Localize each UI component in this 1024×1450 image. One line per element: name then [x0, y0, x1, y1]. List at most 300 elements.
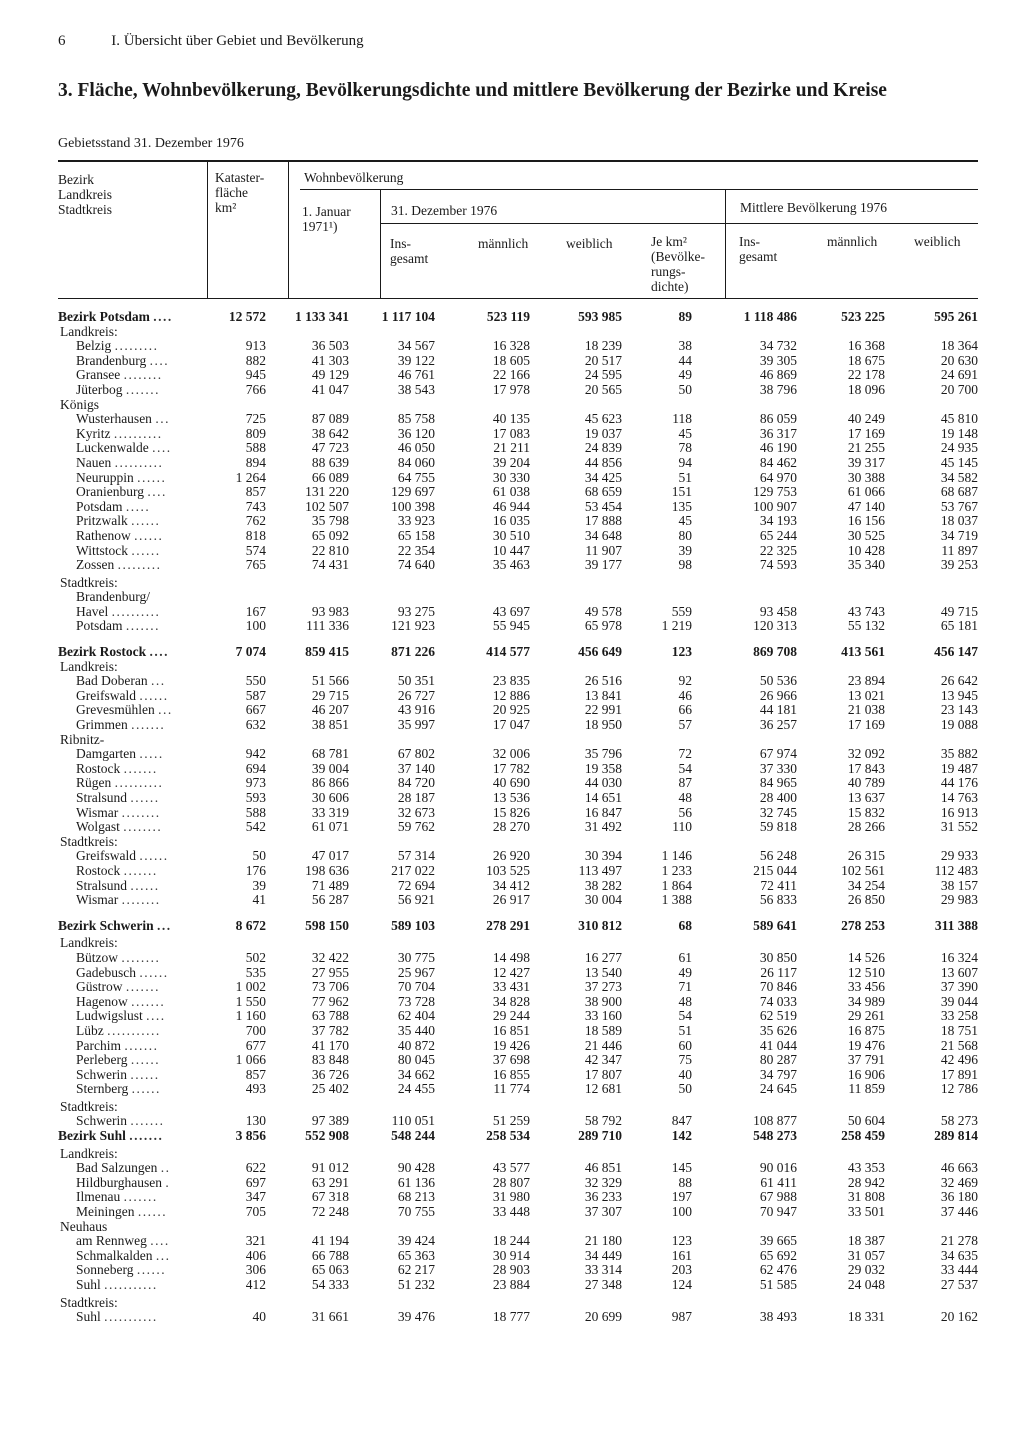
cell-col-1: 1 264 [235, 469, 266, 485]
cell-col-7: 46 190 [759, 440, 797, 456]
header-area-col [215, 170, 264, 215]
leader-dots: ........ [121, 804, 161, 820]
row-label [76, 383, 206, 398]
cell-col-3: 62 404 [397, 1008, 435, 1024]
cell-col-5: 65 978 [584, 618, 622, 634]
row-label [76, 339, 206, 354]
cell-col-9: 34 635 [940, 1247, 978, 1263]
cell-col-8: 523 225 [841, 309, 885, 324]
leader-dots: ...... [139, 687, 169, 703]
cell-col-8: 17 169 [847, 717, 885, 733]
cell-col-9: 38 157 [940, 877, 978, 893]
cell-col-7: 64 970 [759, 469, 797, 485]
cell-col-4: 103 525 [486, 862, 530, 878]
cell-col-8: 32 092 [847, 746, 885, 762]
row-name: Stralsund [76, 790, 128, 805]
cell-col-6: 197 [671, 1189, 692, 1205]
header-gesamt: gesamt [390, 251, 429, 266]
table-row [58, 747, 978, 762]
cell-col-8: 18 331 [847, 1309, 885, 1325]
table-row [58, 689, 978, 704]
running-head [58, 33, 364, 50]
cell-col-3: 90 428 [397, 1160, 435, 1176]
cell-col-7: 32 745 [759, 804, 797, 820]
cell-col-5: 456 649 [578, 644, 622, 660]
cell-col-9: 13 607 [940, 964, 978, 980]
cell-col-5: 20 699 [584, 1309, 622, 1325]
header-ins: Ins- [390, 236, 411, 251]
cell-col-6: 92 [678, 673, 692, 689]
cell-col-5: 19 358 [584, 760, 622, 776]
cell-col-1: 588 [245, 804, 266, 820]
header-stadtkreis: Stadtkreis [58, 202, 112, 217]
cell-col-4: 12 886 [492, 687, 530, 703]
row-name: Landkreis: [60, 935, 118, 951]
table-row [58, 1176, 978, 1191]
header-density [651, 234, 705, 294]
table-row [58, 456, 978, 471]
leader-dots: ...... [130, 877, 160, 893]
cell-col-2: 71 489 [311, 877, 349, 893]
cell-col-5: 38 282 [584, 877, 622, 893]
row-label [76, 1263, 206, 1278]
section-label-row [58, 576, 978, 591]
cell-col-9: 46 663 [940, 1160, 978, 1176]
table-row [58, 605, 978, 620]
cell-col-4: 34 828 [492, 993, 530, 1009]
cell-col-2: 552 908 [305, 1128, 349, 1144]
row-name: Belzig [76, 338, 112, 354]
leader-dots: ...... [130, 1066, 160, 1082]
row-name: Bezirk Rostock [58, 644, 147, 660]
row-label [60, 576, 208, 591]
cell-col-6: 89 [678, 309, 692, 324]
cell-col-9: 311 388 [934, 917, 978, 933]
row-label [60, 733, 208, 748]
row-label [58, 919, 206, 934]
cell-col-2: 41 303 [311, 352, 349, 368]
cell-col-5: 46 851 [584, 1160, 622, 1176]
cell-col-9: 20 162 [940, 1309, 978, 1325]
cell-col-6: 1 219 [661, 618, 692, 634]
table-row [58, 471, 978, 486]
cell-col-3: 39 476 [397, 1309, 435, 1325]
cell-col-2: 83 848 [311, 1052, 349, 1068]
cell-col-2: 49 129 [311, 367, 349, 383]
cell-col-6: 66 [678, 702, 692, 718]
cell-col-6: 72 [678, 746, 692, 762]
cell-col-5: 35 796 [584, 746, 622, 762]
cell-col-5: 33 160 [584, 1008, 622, 1024]
cell-col-5: 310 812 [578, 917, 622, 933]
section-label-row [58, 835, 978, 850]
cell-col-6: 54 [678, 760, 692, 776]
cell-col-2: 598 150 [305, 917, 349, 933]
cell-col-4: 16 855 [492, 1066, 530, 1082]
cell-col-6: 45 [678, 513, 692, 529]
table-row [58, 412, 978, 427]
cell-col-6: 68 [678, 917, 692, 933]
cell-col-8: 34 254 [847, 877, 885, 893]
cell-col-1: 725 [245, 411, 266, 427]
row-name: Meiningen [76, 1204, 135, 1220]
cell-col-9: 18 751 [940, 1022, 978, 1038]
cell-col-1: 762 [245, 513, 266, 529]
cell-col-5: 20 565 [584, 381, 622, 397]
cell-col-8: 30 388 [847, 469, 885, 485]
cell-col-3: 30 775 [397, 949, 435, 965]
row-label [76, 1234, 206, 1249]
cell-col-2: 39 004 [311, 760, 349, 776]
row-label [76, 456, 206, 471]
cell-col-2: 68 781 [311, 746, 349, 762]
cell-col-5: 18 589 [584, 1022, 622, 1038]
row-name: Grevesmühlen [76, 702, 155, 718]
cell-col-4: 17 047 [492, 717, 530, 733]
cell-col-3: 589 103 [391, 917, 435, 933]
header-maennlich-2: männlich [827, 234, 878, 249]
cell-col-9: 456 147 [934, 644, 978, 660]
cell-col-5: 44 856 [584, 454, 622, 470]
table-row [58, 1205, 978, 1220]
cell-col-9: 16 324 [940, 949, 978, 965]
table-row [58, 762, 978, 777]
cell-col-1: 697 [245, 1174, 266, 1190]
cell-col-9: 27 537 [940, 1277, 978, 1292]
cell-col-5: 24 839 [584, 440, 622, 456]
row-name: Schmalkalden [76, 1247, 153, 1263]
cell-col-9: 39 044 [940, 993, 978, 1009]
cell-col-1: 882 [245, 352, 266, 368]
table-row [58, 980, 978, 995]
cell-col-3: 548 244 [391, 1128, 435, 1144]
cell-col-6: 51 [678, 469, 692, 485]
cell-col-7: 34 732 [759, 338, 797, 354]
cell-col-3: 57 314 [397, 848, 435, 864]
cell-col-3: 217 022 [391, 862, 435, 878]
table-row [58, 674, 978, 689]
cell-col-5: 113 497 [578, 862, 622, 878]
row-label [76, 1068, 206, 1083]
row-label [76, 849, 206, 864]
row-label [76, 471, 206, 486]
leader-dots: .......... [114, 454, 164, 470]
cell-col-6: 1 864 [661, 877, 692, 893]
cell-col-1: 622 [245, 1160, 266, 1176]
row-name: Jüterbog [76, 381, 123, 397]
cell-col-3: 59 762 [397, 819, 435, 835]
cell-col-3: 39 424 [397, 1233, 435, 1249]
row-label [76, 995, 206, 1010]
row-label [76, 354, 206, 369]
cell-col-7: 70 947 [759, 1204, 797, 1220]
table-row [58, 368, 978, 383]
cell-col-9: 24 935 [940, 440, 978, 456]
cell-col-9: 19 487 [940, 760, 978, 776]
row-name: Bezirk Potsdam [58, 309, 150, 324]
header-density-4: dichte) [651, 279, 689, 294]
row-label [76, 590, 206, 605]
cell-col-1: 406 [245, 1247, 266, 1263]
cell-col-6: 1 146 [661, 848, 692, 864]
row-name: Wittstock [76, 542, 128, 558]
leader-dots: ........... [107, 1022, 161, 1038]
cell-col-5: 37 273 [584, 979, 622, 995]
row-label [60, 1100, 208, 1115]
cell-col-4: 17 782 [492, 760, 530, 776]
cell-col-5: 13 841 [584, 687, 622, 703]
section-label-row [58, 936, 978, 951]
row-name: Sternberg [76, 1081, 129, 1097]
cell-col-1: 321 [245, 1233, 266, 1249]
cell-col-6: 45 [678, 425, 692, 441]
row-name: Neuhaus [60, 1218, 108, 1234]
cell-col-4: 11 774 [493, 1081, 530, 1097]
cell-col-5: 14 651 [584, 790, 622, 805]
cell-col-9: 17 891 [940, 1066, 978, 1082]
row-label [76, 1205, 206, 1220]
cell-col-4: 12 427 [492, 964, 530, 980]
leader-dots: .... [146, 1008, 166, 1024]
cell-col-6: 78 [678, 440, 692, 456]
header-jan1971 [302, 204, 351, 234]
cell-col-1: 3 856 [235, 1128, 266, 1144]
row-label [60, 1147, 208, 1162]
cell-col-8: 31 808 [847, 1189, 885, 1205]
row-name: Rostock [76, 862, 121, 878]
row-name: am Rennweg [76, 1233, 147, 1249]
leader-dots: .... [152, 440, 172, 456]
row-label [76, 1176, 206, 1191]
header-landkreis: Landkreis [58, 187, 112, 202]
cell-col-8: 21 038 [847, 702, 885, 718]
cell-col-8: 29 261 [847, 1008, 885, 1024]
leader-dots: ....... [131, 717, 166, 733]
row-name: Grimmen [76, 717, 128, 733]
cell-col-9: 21 278 [940, 1233, 978, 1249]
leader-dots: ..... [125, 498, 151, 514]
cell-col-7: 100 907 [753, 498, 797, 514]
cell-col-7: 36 317 [759, 425, 797, 441]
cell-col-9: 12 786 [940, 1081, 978, 1097]
section-label-row [58, 325, 978, 340]
cell-col-9: 14 763 [940, 790, 978, 805]
cell-col-1: 493 [245, 1081, 266, 1097]
cell-col-2: 47 017 [311, 848, 349, 864]
col-divider-2 [288, 162, 289, 298]
table-row [58, 1068, 978, 1083]
cell-col-6: 987 [671, 1309, 692, 1325]
cell-col-1: 705 [245, 1204, 266, 1220]
cell-col-5: 42 347 [584, 1052, 622, 1068]
cell-col-3: 85 758 [397, 411, 435, 427]
cell-col-7: 67 974 [759, 746, 797, 762]
cell-col-5: 49 578 [584, 603, 622, 619]
table-body [58, 310, 978, 1325]
row-label [76, 558, 206, 573]
cell-col-8: 40 789 [847, 775, 885, 791]
cell-col-8: 18 387 [847, 1233, 885, 1249]
cell-col-1: 913 [245, 338, 266, 354]
cell-col-4: 30 330 [492, 469, 530, 485]
cell-col-8: 50 604 [847, 1113, 885, 1129]
cell-col-6: 110 [672, 819, 692, 835]
leader-dots: ....... [125, 979, 160, 995]
cell-col-2: 41 194 [311, 1233, 349, 1249]
cell-col-5: 27 348 [584, 1277, 622, 1292]
table-row [58, 383, 978, 398]
header-area-3: km² [215, 200, 237, 215]
row-label [76, 1278, 206, 1293]
row-label [76, 951, 206, 966]
cell-col-8: 55 132 [847, 618, 885, 634]
leader-dots: ...... [137, 1204, 168, 1220]
cell-col-5: 33 314 [584, 1262, 622, 1278]
cell-col-4: 19 426 [492, 1037, 530, 1053]
cell-col-1: 8 672 [235, 917, 266, 933]
section-label-row [58, 590, 978, 605]
cell-col-7: 37 330 [759, 760, 797, 776]
cell-col-2: 37 782 [311, 1022, 349, 1038]
cell-col-1: 1 160 [235, 1008, 266, 1024]
row-label [76, 718, 206, 733]
row-label [76, 1039, 206, 1054]
row-name: Stadtkreis: [60, 1098, 118, 1114]
cell-col-1: 1 066 [235, 1052, 266, 1068]
cell-col-9: 21 568 [940, 1037, 978, 1053]
cell-col-3: 51 232 [397, 1277, 435, 1292]
cell-col-3: 37 140 [397, 760, 435, 776]
cell-col-2: 102 507 [305, 498, 349, 514]
header-weiblich-2: weiblich [914, 234, 961, 249]
cell-col-5: 13 540 [584, 964, 622, 980]
row-label [76, 762, 206, 777]
row-name: Ribnitz- [60, 731, 105, 747]
table-row [58, 1263, 978, 1278]
row-name: Schwerin [76, 1066, 127, 1082]
row-label [76, 806, 206, 821]
cell-col-4: 40 135 [492, 411, 530, 427]
cell-col-3: 33 923 [397, 513, 435, 529]
cell-col-2: 93 983 [311, 603, 349, 619]
cell-col-8: 10 428 [847, 542, 885, 558]
cell-col-1: 306 [245, 1262, 266, 1278]
leader-dots: ...... [131, 542, 161, 558]
row-label [76, 485, 206, 500]
bezirk-row [58, 1129, 978, 1144]
cell-col-8: 61 066 [847, 484, 885, 500]
cell-col-6: 145 [671, 1160, 692, 1176]
table-subtitle: Gebietsstand 31. Dezember 1976 [58, 136, 244, 151]
cell-col-7: 36 257 [759, 717, 797, 733]
row-name: Stadtkreis: [60, 1294, 118, 1310]
cell-col-6: 60 [678, 1037, 692, 1053]
cell-col-6: 50 [678, 381, 692, 397]
leader-dots: ....... [131, 993, 166, 1009]
cell-col-9: 44 176 [940, 775, 978, 791]
cell-col-8: 13 637 [847, 790, 885, 805]
cell-col-5: 12 681 [584, 1081, 622, 1097]
cell-col-3: 50 351 [397, 673, 435, 689]
header-bezirk: Bezirk [58, 172, 94, 187]
row-name: Wismar [76, 892, 119, 908]
cell-col-3: 84 060 [397, 454, 435, 470]
cell-col-4: 22 166 [492, 367, 530, 383]
cell-col-4: 61 038 [492, 484, 530, 500]
leader-dots: .... [149, 644, 169, 660]
cell-col-3: 65 158 [397, 527, 435, 543]
leader-dots: .. [160, 1160, 171, 1176]
cell-col-5: 17 807 [584, 1066, 622, 1082]
cell-col-5: 34 425 [584, 469, 622, 485]
cell-col-7: 65 692 [759, 1247, 797, 1263]
cell-col-2: 35 798 [311, 513, 349, 529]
leader-dots: .......... [111, 603, 161, 619]
cell-col-3: 1 117 104 [381, 309, 435, 324]
cell-col-3: 871 226 [391, 644, 435, 660]
cell-col-5: 53 454 [584, 498, 622, 514]
row-name: Greifswald [76, 687, 136, 703]
cell-col-2: 1 133 341 [295, 309, 349, 324]
row-label [76, 1024, 206, 1039]
cell-col-1: 743 [245, 498, 266, 514]
cell-col-7: 30 850 [759, 949, 797, 965]
header-density-3: rungs- [651, 264, 686, 279]
cell-col-6: 98 [678, 557, 692, 573]
cell-col-1: 667 [245, 702, 266, 718]
cell-col-2: 65 092 [311, 527, 349, 543]
cell-col-4: 23 884 [492, 1277, 530, 1292]
cell-col-3: 84 720 [397, 775, 435, 791]
cell-col-4: 28 807 [492, 1174, 530, 1190]
row-name: Pritzwalk [76, 513, 128, 529]
cell-col-4: 16 851 [492, 1022, 530, 1038]
row-label [76, 966, 206, 981]
cell-col-5: 44 030 [584, 775, 622, 791]
cell-col-4: 16 035 [492, 513, 530, 529]
cell-col-9: 53 767 [940, 498, 978, 514]
table-row [58, 619, 978, 634]
leader-dots: ..... [139, 746, 164, 762]
cell-col-8: 278 253 [841, 917, 885, 933]
table-row [58, 1039, 978, 1054]
cell-col-7: 26 966 [759, 687, 797, 703]
cell-col-6: 203 [671, 1262, 692, 1278]
leader-dots: ...... [137, 469, 167, 485]
wohnbev-rule [300, 189, 978, 190]
cell-col-4: 26 917 [492, 892, 530, 908]
row-label [76, 893, 206, 908]
cell-col-7: 41 044 [759, 1037, 797, 1053]
cell-col-6: 50 [678, 1081, 692, 1097]
cell-col-8: 11 859 [848, 1081, 885, 1097]
cell-col-8: 15 832 [847, 804, 885, 820]
cell-col-5: 38 900 [584, 993, 622, 1009]
cell-col-1: 818 [245, 527, 266, 543]
row-name: Stadtkreis: [60, 574, 118, 590]
cell-col-3: 74 640 [397, 557, 435, 573]
cell-col-6: 161 [671, 1247, 692, 1263]
cell-col-3: 64 755 [397, 469, 435, 485]
cell-col-2: 859 415 [305, 644, 349, 660]
cell-col-1: 347 [245, 1189, 266, 1205]
cell-col-7: 129 753 [753, 484, 797, 500]
cell-col-9: 29 983 [940, 892, 978, 908]
cell-col-6: 44 [678, 352, 692, 368]
row-name: Potsdam [76, 618, 123, 634]
row-label [76, 703, 206, 718]
header-density-2: (Bevölke- [651, 249, 705, 264]
